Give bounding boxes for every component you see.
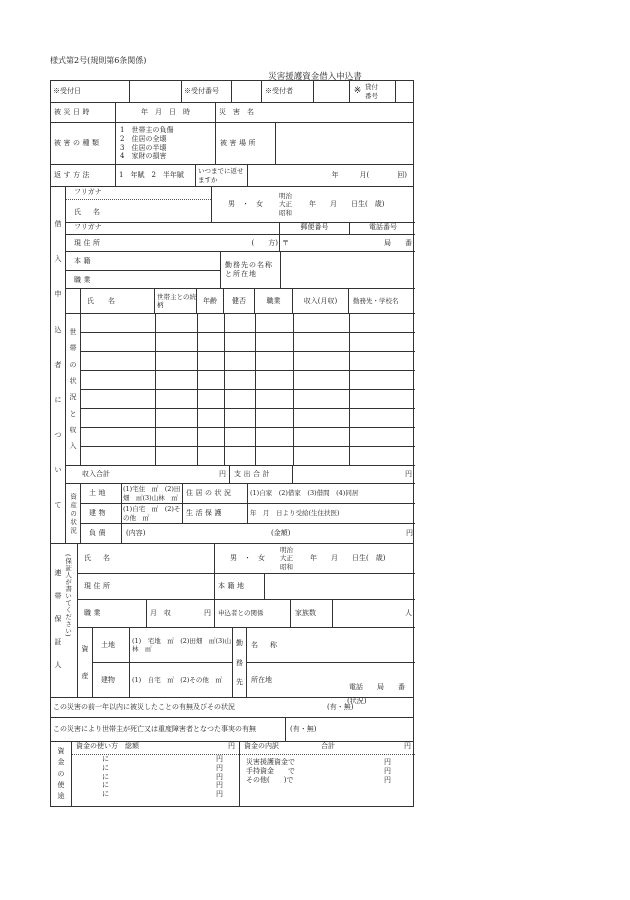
guarantor-honseki-label: 本籍地	[214, 574, 264, 599]
applicant-birth[interactable]: 年 月 日生( 歳)	[309, 200, 385, 209]
household-cell[interactable]	[255, 409, 293, 427]
applicant-name-block	[66, 187, 415, 223]
reception-date-label: ※受付日	[53, 87, 81, 96]
household-cell[interactable]	[81, 428, 155, 446]
household-cell[interactable]	[349, 314, 415, 332]
applicant-body	[65, 187, 415, 543]
guarantor-honseki-field[interactable]	[264, 574, 415, 599]
guarantor-assets-label: 資 産	[81, 645, 89, 681]
asset-land-field[interactable]: (1)宅住 ㎡ (2)田畑 ㎡(3)山林 ㎡	[123, 485, 181, 502]
household-cell[interactable]	[81, 390, 155, 408]
damage-type-label: 被害の種類	[54, 139, 102, 148]
history-q1-label: この災害の前一年以内に被災したことの有無及びその状況	[53, 703, 235, 712]
household-cell[interactable]	[349, 333, 415, 351]
household-cell[interactable]	[255, 352, 293, 370]
household-rows	[66, 314, 415, 466]
household-cell[interactable]	[81, 314, 155, 332]
repayment-label: 返す方法	[54, 171, 92, 180]
honseki-row	[66, 252, 415, 289]
household-cell[interactable]	[197, 333, 224, 351]
usage-header: 資金の使い方 総額 円	[72, 742, 239, 755]
reception-row	[51, 81, 413, 103]
household-cell[interactable]	[224, 447, 255, 465]
household-cell[interactable]	[197, 390, 224, 408]
household-cell[interactable]	[81, 352, 155, 370]
guarantor-address-label: 現住所	[84, 582, 113, 591]
hh-col-job: 職業	[254, 289, 292, 313]
household-cell[interactable]	[255, 390, 293, 408]
debt-content-field[interactable]: (内容)	[121, 524, 271, 543]
household-cell[interactable]	[224, 314, 255, 332]
address-label: 現住所	[74, 238, 103, 247]
disaster-date-label: 被災日時	[54, 108, 92, 117]
guarantor-gender[interactable]: 男 ・ 女	[214, 544, 280, 573]
household-cell[interactable]	[224, 371, 255, 389]
household-row[interactable]	[81, 314, 415, 333]
household-cell[interactable]	[155, 352, 197, 370]
address-row	[66, 235, 415, 252]
history-status-label: (状況)	[347, 697, 367, 705]
hh-col-income: 収入(月収)	[292, 289, 348, 313]
household-cell[interactable]	[197, 428, 224, 446]
usage-side-label: 資 金 の 使 途	[57, 747, 65, 800]
household-cell[interactable]	[155, 390, 197, 408]
household-cell[interactable]	[293, 314, 349, 332]
household-cell[interactable]	[81, 447, 155, 465]
guarantor-side-label: 連 帯 保 証 人 (保証人が書いてください)	[54, 554, 73, 670]
guarantor-land-field[interactable]: (1) 宅地 ㎡ (2)田畑 ㎡(3)山林 ㎡	[129, 628, 232, 662]
guarantor-building-field[interactable]: (1) 自宅 ㎡ (2)その他 ㎡	[129, 663, 232, 697]
furigana-label: フリガナ	[66, 187, 211, 200]
household-cell[interactable]	[197, 409, 224, 427]
usage-yens: 円 円 円 円 円	[216, 755, 223, 798]
guarantor-eras[interactable]: 明治 大正 昭和	[280, 546, 293, 571]
repayment-until-label: いつまでに返せますか	[195, 165, 247, 186]
expense-total-field[interactable]: 円	[292, 466, 415, 483]
disaster-date-field[interactable]: 年 月 日 時	[115, 103, 215, 122]
loan-number-label: 貸付 番号	[365, 83, 378, 100]
disaster-name-label: 災 害 名	[215, 103, 415, 122]
household-row[interactable]	[81, 390, 415, 409]
history-q2-label: この災害により世帯主が死亡又は重度障害者となつた事実の有無	[53, 725, 256, 734]
breakdown-items[interactable]: 災害援護資金で 手持資金 で その他( )で	[246, 758, 295, 784]
income-row	[66, 466, 415, 484]
debt-amount-field[interactable]: (金額)	[271, 529, 291, 538]
reception-person-field[interactable]	[313, 81, 349, 102]
household-row[interactable]	[81, 447, 415, 465]
damage-type-option[interactable]: 2 住居の全壊	[120, 134, 167, 143]
household-cell[interactable]	[155, 409, 197, 427]
assets-section	[66, 484, 415, 543]
reception-date-field[interactable]	[129, 81, 181, 102]
household-row[interactable]	[81, 371, 415, 390]
asset-land-label: 土地	[89, 489, 108, 498]
household-cell[interactable]	[155, 428, 197, 446]
history-q2-row	[51, 718, 413, 742]
debt-yen: 円	[406, 529, 413, 538]
household-cell[interactable]	[197, 352, 224, 370]
household-cell[interactable]	[255, 371, 293, 389]
household-cell[interactable]	[349, 447, 415, 465]
disaster-date-row	[51, 103, 413, 123]
household-cell[interactable]	[293, 409, 349, 427]
housing-label: 住居の状況	[182, 484, 247, 503]
guarantor-work-place-label: 所在地	[251, 675, 272, 684]
postal-code-label: 郵便番号	[279, 223, 349, 234]
damage-place-label: 被害場所	[215, 123, 275, 164]
assets-side-label: 資産の状況	[69, 492, 78, 536]
address-field[interactable]: ( 方)	[251, 238, 278, 247]
reception-number-field[interactable]	[231, 81, 261, 102]
guarantor-job-label: 職業	[84, 609, 103, 618]
damage-type-options[interactable]	[115, 123, 215, 164]
household-cell[interactable]	[224, 428, 255, 446]
guarantor-work-name-label: 名 称	[251, 640, 280, 649]
household-cell[interactable]	[293, 333, 349, 351]
guarantor-income-field[interactable]: 月 収 円	[146, 600, 214, 627]
household-cell[interactable]	[349, 428, 415, 446]
household-cell[interactable]	[293, 371, 349, 389]
household-cell[interactable]	[293, 428, 349, 446]
guarantor-family-label: 家族数	[290, 600, 332, 627]
expense-total-label: 支出合計	[229, 466, 292, 483]
damage-type-option[interactable]: 4 家財の損害	[120, 152, 167, 161]
welfare-field[interactable]: 年 月 日より受給(生住扶医)	[247, 504, 415, 523]
applicant-eras[interactable]: 明治 大正 昭和	[279, 192, 292, 217]
damage-type-row	[51, 123, 413, 165]
history-q1-row	[51, 698, 413, 718]
guarantor-section	[51, 544, 413, 698]
household-cell[interactable]	[224, 409, 255, 427]
guarantor-phone-field[interactable]: 電話 局 番	[349, 683, 405, 691]
guarantor-relation-label: 申込者との関係	[214, 600, 264, 627]
household-cell[interactable]	[224, 333, 255, 351]
guarantor-body	[77, 544, 415, 697]
hh-col-name: 氏 名	[80, 289, 154, 313]
damage-place-field[interactable]	[275, 123, 415, 164]
household-cell[interactable]	[155, 447, 197, 465]
household-cell[interactable]	[349, 352, 415, 370]
household-cell[interactable]	[293, 390, 349, 408]
household-side-label: 世 帯 の 状 況 と 収 入	[69, 327, 77, 451]
asset-building-label: 建物	[89, 509, 108, 518]
welfare-label: 生活保護	[182, 504, 247, 523]
household-row[interactable]	[81, 333, 415, 352]
assets-body	[80, 484, 415, 543]
income-total-field[interactable]: 円	[219, 470, 226, 479]
reception-person-label: ※受付者	[261, 81, 313, 102]
applicant-name-label: 氏 名	[74, 207, 103, 216]
household-cell[interactable]	[255, 428, 293, 446]
repayment-method-field[interactable]: 1 年賦 2 半年賦	[115, 165, 195, 186]
household-cell[interactable]	[255, 333, 293, 351]
honseki-label: 本籍	[66, 252, 220, 271]
household-cell[interactable]	[255, 314, 293, 332]
guarantor-building-label: 建物	[101, 675, 115, 684]
furigana2-row	[66, 223, 415, 235]
hh-col-relation: 世帯主との続柄	[154, 289, 196, 313]
form-title: 災害援護資金借入申込書	[268, 72, 362, 82]
job-label: 職業	[74, 275, 93, 284]
household-cell[interactable]	[349, 409, 415, 427]
guarantor-work-label: 勤 務 先	[232, 628, 246, 697]
household-cell[interactable]	[155, 314, 197, 332]
hh-col-age: 年齢	[196, 289, 223, 313]
breakdown-yens: 円 円 円	[384, 758, 391, 784]
guarantor-birth[interactable]: 年 月 日生( 歳)	[310, 554, 386, 563]
loan-number-field[interactable]	[395, 81, 415, 102]
repayment-row	[51, 165, 413, 187]
household-cell[interactable]	[349, 371, 415, 389]
household-cell[interactable]	[293, 447, 349, 465]
furigana2-label: フリガナ	[74, 223, 102, 231]
household-cell[interactable]	[197, 447, 224, 465]
applicant-section	[51, 187, 413, 544]
guarantor-land-label: 土地	[101, 640, 115, 649]
form-number: 様式第2号(規則第6条関係)	[50, 56, 147, 65]
debt-label: 負債	[89, 529, 108, 538]
history-q1-field[interactable]: (有・無)	[327, 703, 354, 712]
household-header-row	[66, 289, 415, 314]
applicant-side-label: 借 入 申 込 者 に つ い て	[54, 220, 62, 510]
household-row[interactable]	[81, 352, 415, 371]
household-cell[interactable]	[81, 371, 155, 389]
household-row[interactable]	[81, 428, 415, 447]
breakdown-header: 資金の内訳 合計 円	[240, 742, 415, 755]
household-cell[interactable]	[349, 390, 415, 408]
postal-code-field[interactable]: 〒	[279, 235, 349, 251]
guarantor-name-label: 氏 名	[84, 554, 113, 563]
household-cell[interactable]	[155, 371, 197, 389]
usage-items[interactable]: に に に に に	[102, 755, 109, 798]
hh-col-health: 健否	[223, 289, 254, 313]
loan-mark: ※	[349, 81, 365, 102]
usage-section	[51, 742, 413, 806]
reception-number-label: ※受付番号	[181, 81, 231, 102]
hh-col-workplace: 勤務先・学校名	[348, 289, 415, 313]
income-total-label: 収入合計	[82, 470, 110, 479]
guarantor-family-field[interactable]: 人	[332, 600, 415, 627]
phone-label: 電話番号	[349, 223, 415, 234]
damage-type-option[interactable]: 3 住居の半壊	[120, 143, 167, 152]
household-cell[interactable]	[197, 314, 224, 332]
damage-type-option[interactable]: 1 世帯主の負傷	[120, 126, 174, 134]
household-row[interactable]	[81, 409, 415, 428]
household-cell[interactable]	[255, 447, 293, 465]
application-form	[50, 80, 414, 807]
household-cell[interactable]	[155, 333, 197, 351]
asset-building-field[interactable]: (1)自宅 ㎡ (2)その他 ㎡	[123, 505, 181, 522]
phone-field[interactable]: 局 番	[384, 238, 412, 247]
workplace-label: 勤務先の名称と所在地	[220, 252, 280, 288]
housing-field[interactable]: (1)自家 (2)借家 (3)借間 (4)同居	[247, 484, 415, 503]
applicant-gender[interactable]: 男 ・ 女	[211, 187, 279, 222]
workplace-field[interactable]	[280, 252, 415, 288]
household-cell[interactable]	[293, 352, 349, 370]
household-grid[interactable]	[80, 314, 415, 465]
household-cell[interactable]	[224, 390, 255, 408]
household-cell[interactable]	[224, 352, 255, 370]
household-cell[interactable]	[81, 333, 155, 351]
household-cell[interactable]	[81, 409, 155, 427]
repayment-until-field[interactable]: 年 月( 回)	[247, 165, 415, 186]
household-cell[interactable]	[197, 371, 224, 389]
history-q2-field[interactable]: (有・無)	[285, 718, 415, 741]
